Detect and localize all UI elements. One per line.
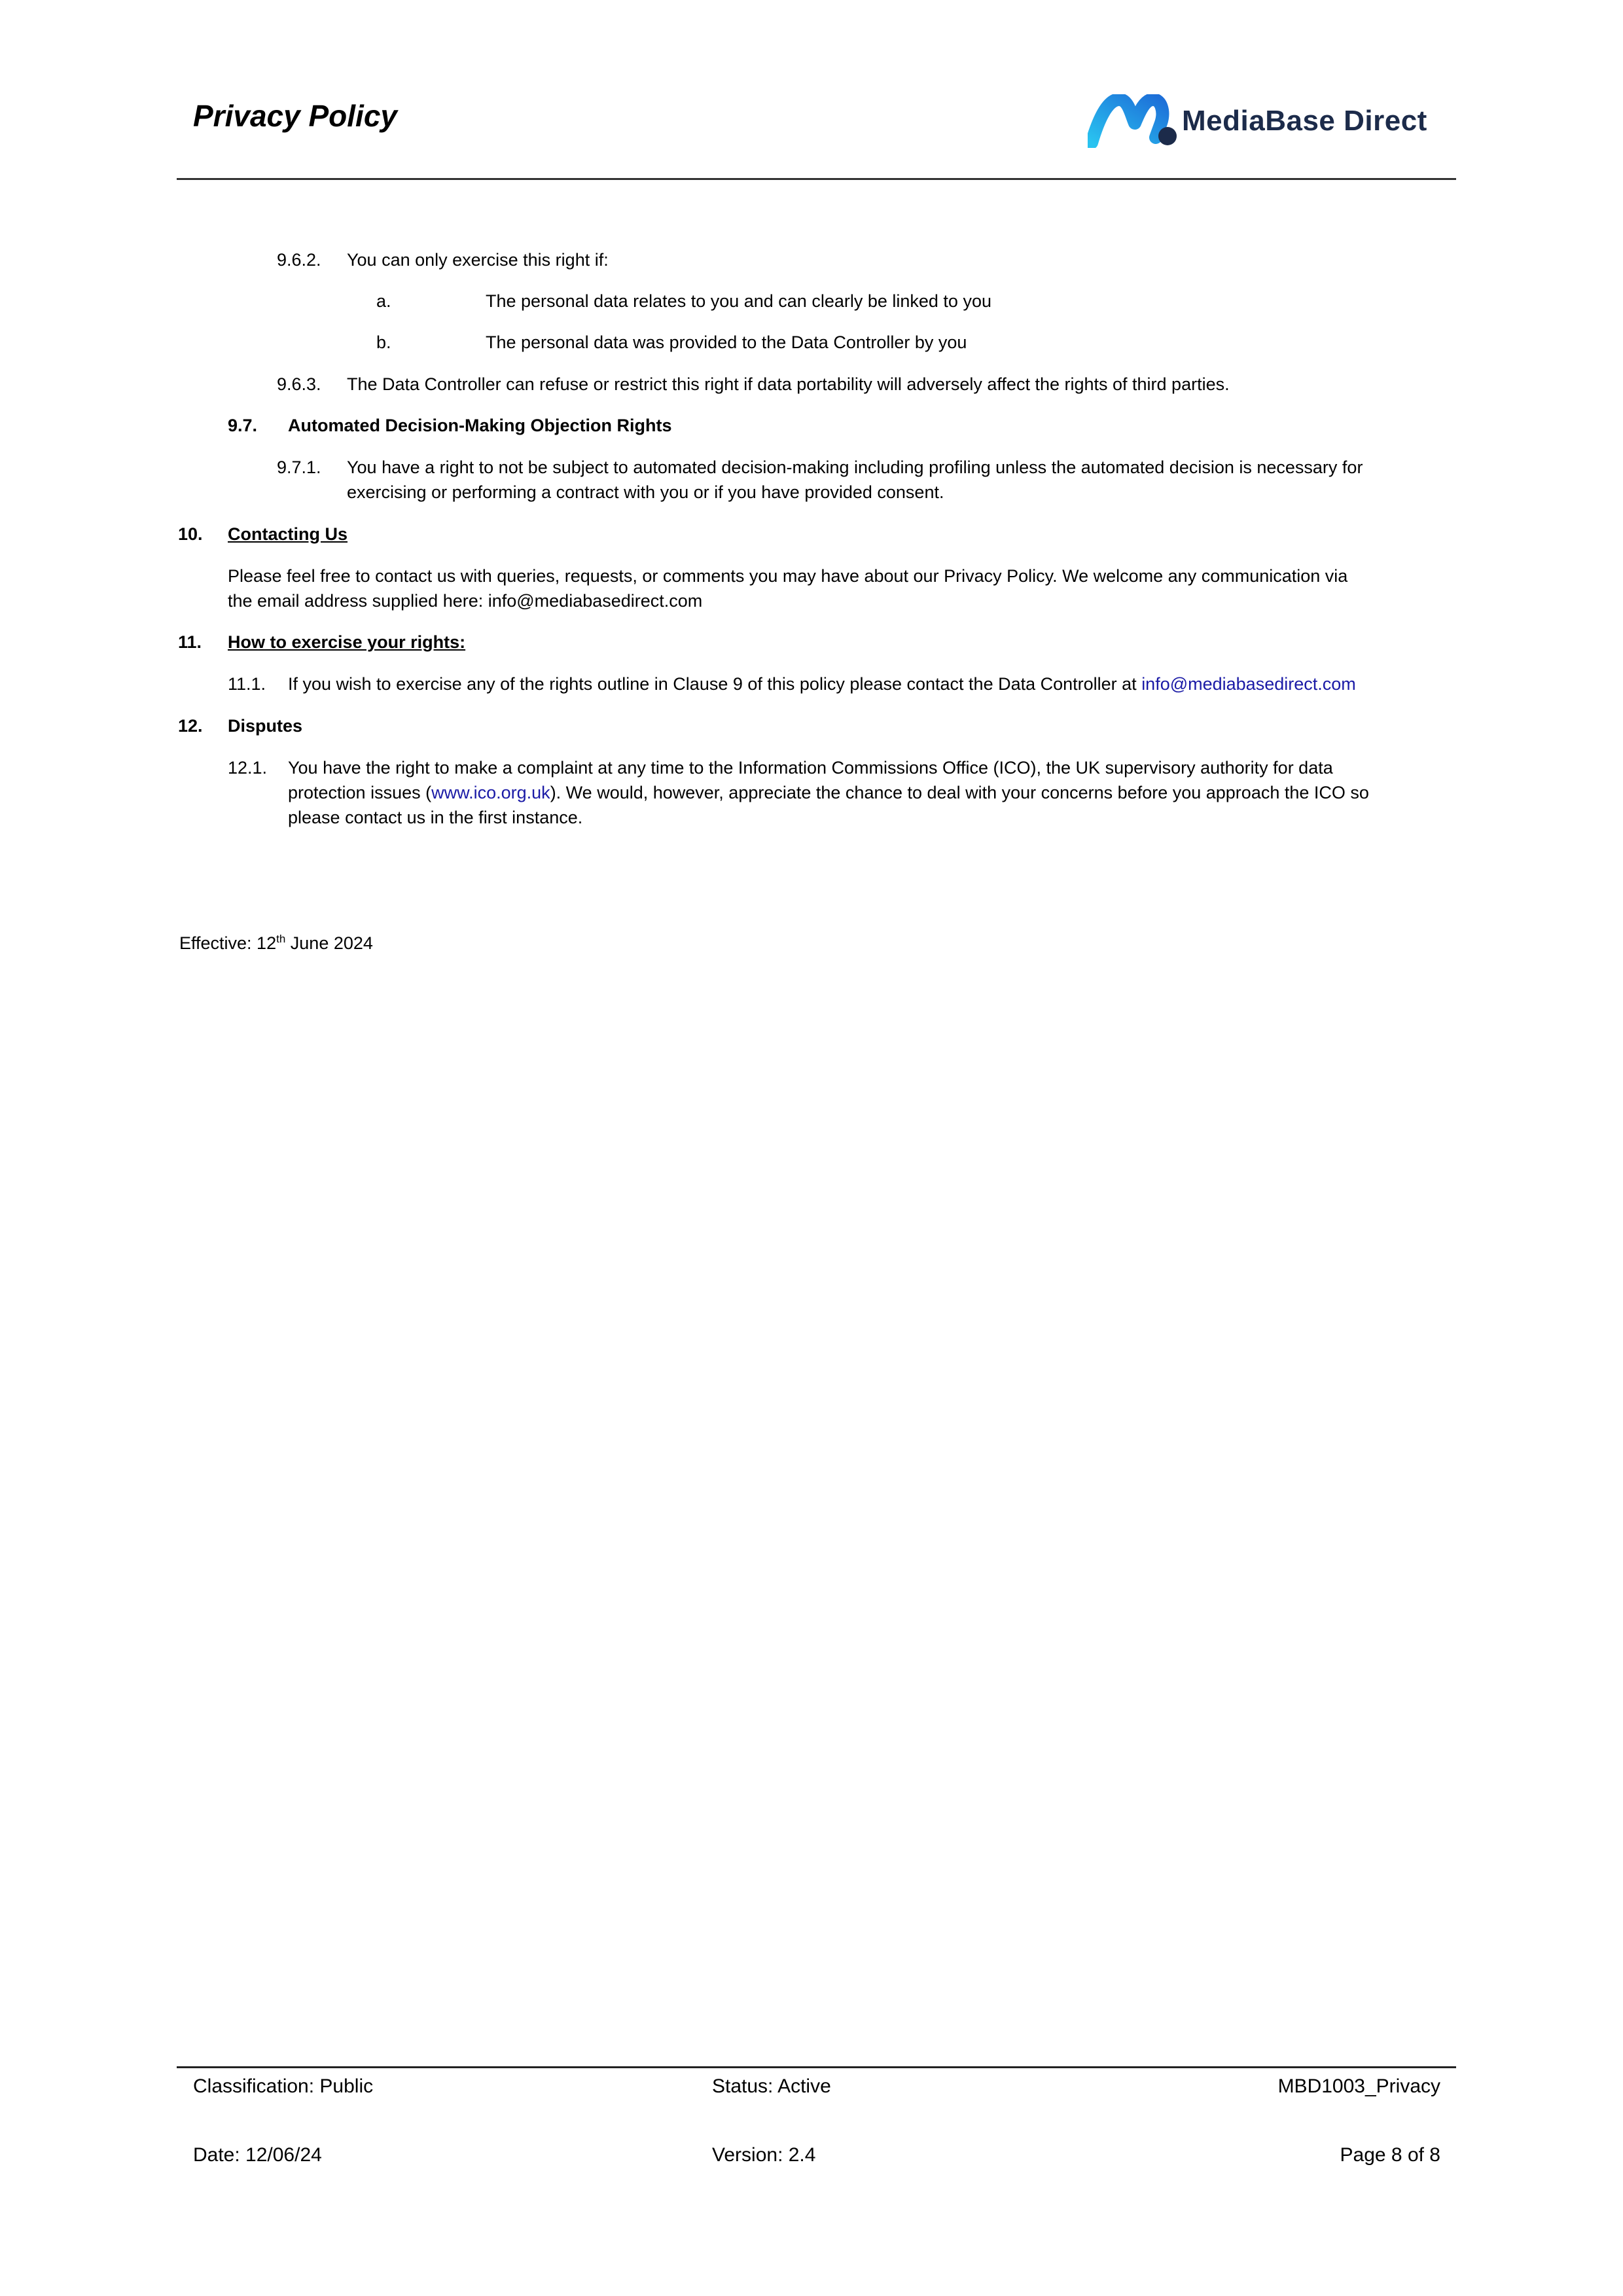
footer-classification: Classification: Public — [193, 2075, 374, 2097]
clause-number: 12.1. — [228, 758, 268, 778]
page-title: Privacy Policy — [193, 99, 397, 133]
clause-text-line: please contact us in the first instance. — [288, 808, 583, 827]
list-marker: a. — [376, 291, 391, 311]
footer-page-number: Page 8 of 8 — [1340, 2144, 1440, 2166]
section-number: 10. — [178, 524, 203, 544]
section-number: 12. — [178, 716, 203, 736]
effective-date-prefix: Effective: 12 — [179, 933, 277, 953]
effective-date-ordinal: th — [276, 933, 286, 945]
section-heading: How to exercise your rights: — [228, 632, 466, 652]
clause-text-line — [288, 780, 1369, 805]
list-marker: b. — [376, 332, 391, 352]
mediabase-logo-icon — [1088, 94, 1179, 148]
ico-website-link[interactable]: www.ico.org.uk — [431, 783, 550, 802]
footer-doc-id: MBD1003_Privacy — [1277, 2075, 1440, 2097]
section-heading: Contacting Us — [228, 524, 348, 544]
clause-number: 9.7.1. — [277, 457, 321, 477]
clause-text-line: You have the right to make a complaint at any time to the Information Commissions Office (ICO), the UK supervisory authority for data — [288, 758, 1333, 778]
clause-text-line: exercising or performing a contract with you or if you have provided consent. — [347, 482, 944, 502]
paragraph-line: Please feel free to contact us with queries, requests, or comments you may have about our Privacy Policy. We welcome any communication via — [228, 566, 1348, 586]
section-heading: Disputes — [228, 716, 303, 736]
clause-text-body: If you wish to exercise any of the rights outline in Clause 9 of this policy please contact the Data Controller at — [288, 674, 1142, 694]
header-divider — [177, 178, 1456, 180]
effective-date-suffix: June 2024 — [285, 933, 373, 953]
section-heading: Automated Decision-Making Objection Rights — [288, 416, 672, 435]
section-number: 9.7. — [228, 416, 258, 435]
contact-email-link[interactable]: info@mediabasedirect.com — [1141, 674, 1356, 694]
clause-text-segment: ). We would, however, appreciate the chance to deal with your concerns before you approach the ICO so — [550, 783, 1369, 802]
logo-text: MediaBase Direct — [1182, 105, 1427, 137]
footer-status: Status: Active — [712, 2075, 831, 2097]
clause-text — [288, 672, 1356, 696]
footer-date: Date: 12/06/24 — [193, 2144, 322, 2166]
list-item: The personal data was provided to the Data Controller by you — [486, 332, 967, 352]
clause-number: 11.1. — [228, 674, 266, 694]
footer-version: Version: 2.4 — [712, 2144, 816, 2166]
clause-number: 9.6.2. — [277, 250, 321, 270]
list-item: The personal data relates to you and can clearly be linked to you — [486, 291, 991, 311]
clause-number: 9.6.3. — [277, 374, 321, 394]
footer-divider — [177, 2066, 1456, 2068]
section-number: 11. — [178, 632, 202, 652]
clause-text: You can only exercise this right if: — [347, 250, 609, 270]
effective-date — [179, 931, 373, 956]
clause-text: The Data Controller can refuse or restrict this right if data portability will adversely affect the rights of third parties. — [347, 374, 1230, 394]
brand-logo — [1088, 92, 1427, 151]
clause-text-segment: protection issues ( — [288, 783, 432, 802]
paragraph-line: the email address supplied here: info@mediabasedirect.com — [228, 591, 703, 611]
clause-text-line: You have a right to not be subject to automated decision-making including profiling unless the automated decision is necessary for — [347, 457, 1363, 477]
